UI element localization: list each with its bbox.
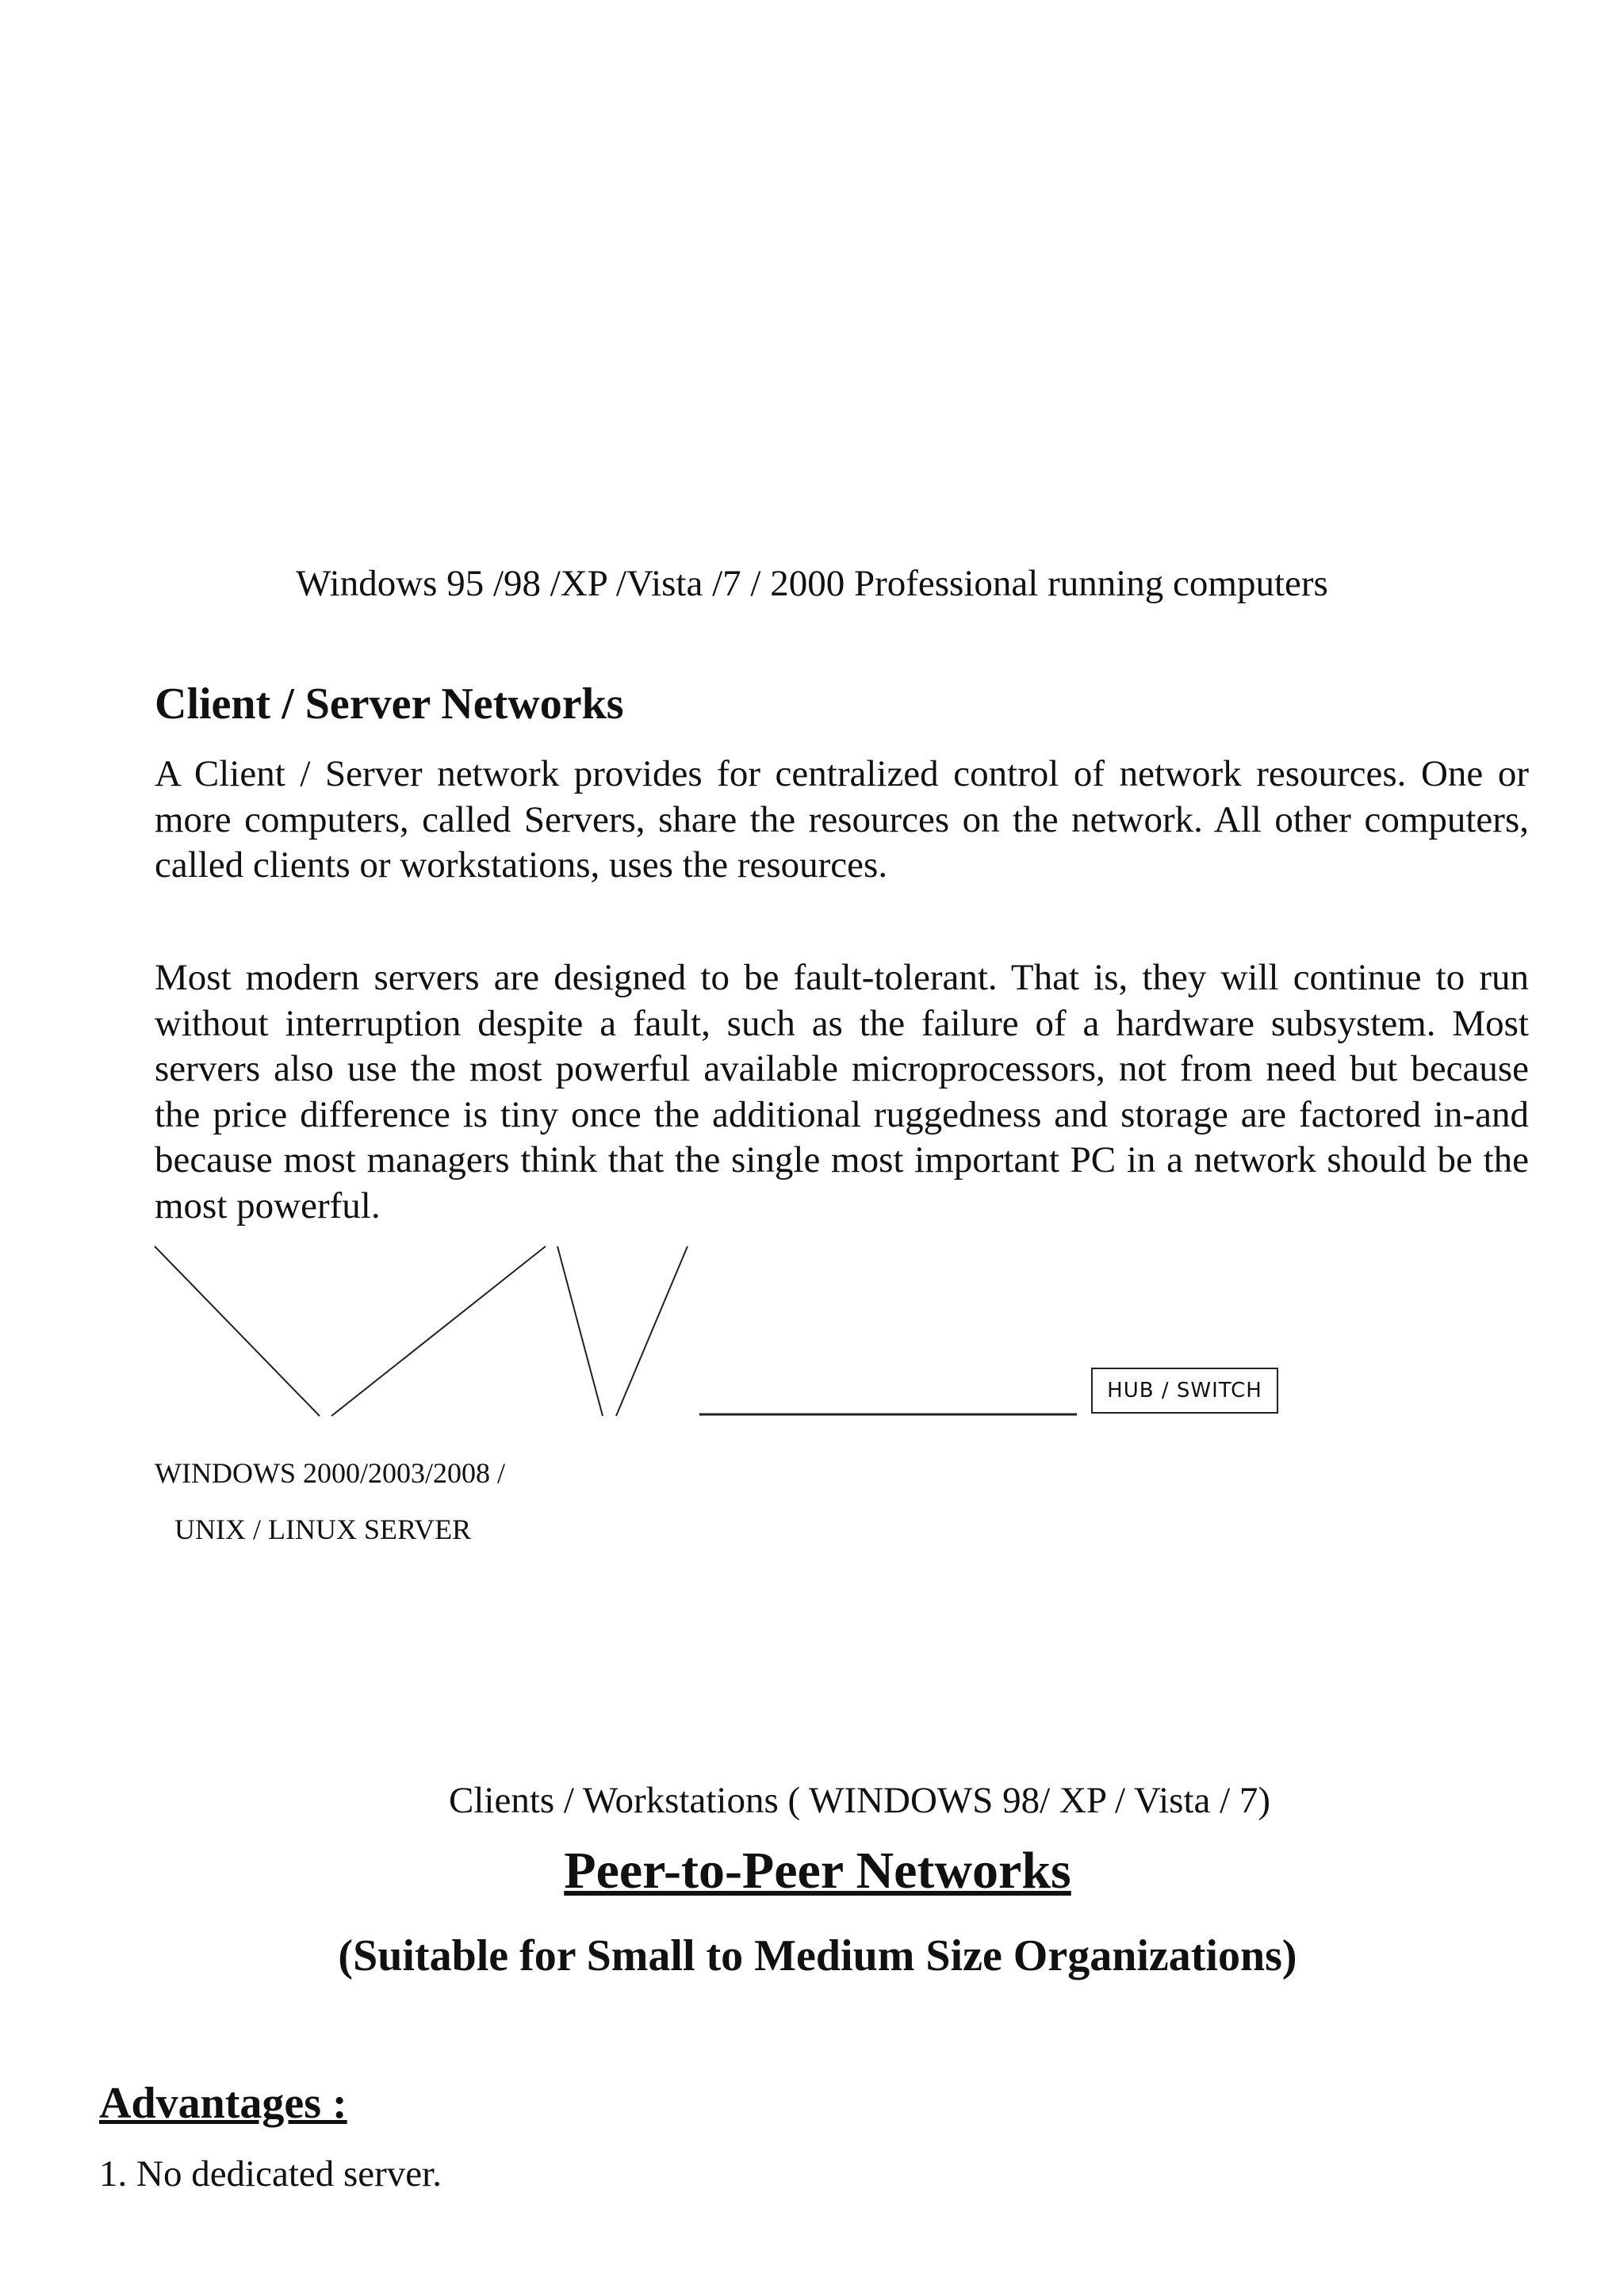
- advantages-heading: Advantages :: [99, 2079, 347, 2128]
- top-caption: Windows 95 /98 /XP /Vista /7 / 2000 Professional running computers: [296, 563, 1328, 604]
- connector-line: [155, 1246, 320, 1416]
- clients-caption: Clients / Workstations ( WINDOWS 98/ XP / Vista / 7): [449, 1780, 1271, 1821]
- client-server-paragraph-2: Most modern servers are designed to be fault-tolerant. That is, they will continue to run without interruption despite a fault, such as the failure of a hardware subsystem. Most servers also use the most powerful available microprocessors, not from need but because the price difference is tiny once the additional ruggedness and storage are factored in-and because most managers think that the single most important PC in a network should be the most powerful.: [155, 957, 1529, 1226]
- connector-line: [331, 1246, 546, 1416]
- connector-line: [557, 1246, 603, 1416]
- client-server-heading: Client / Server Networks: [155, 679, 624, 729]
- peer-to-peer-subtitle: (Suitable for Small to Medium Size Organizations): [338, 1931, 1297, 1980]
- server-label-line-1: WINDOWS 2000/2003/2008 /: [155, 1457, 505, 1489]
- server-label-line-2: UNIX / LINUX SERVER: [174, 1513, 472, 1545]
- client-server-paragraph-1: A Client / Server network provides for centralized control of network resources. One or more computers, called Servers, share the resources on the network. All other computers, called clients or workstations, uses the resources.: [155, 753, 1529, 886]
- peer-to-peer-title: Peer-to-Peer Networks: [564, 1842, 1071, 1900]
- advantage-item: 1. No dedicated server.: [99, 2153, 442, 2195]
- connector-line: [616, 1246, 688, 1416]
- hub-switch-box: HUB / SWITCH: [1091, 1368, 1278, 1414]
